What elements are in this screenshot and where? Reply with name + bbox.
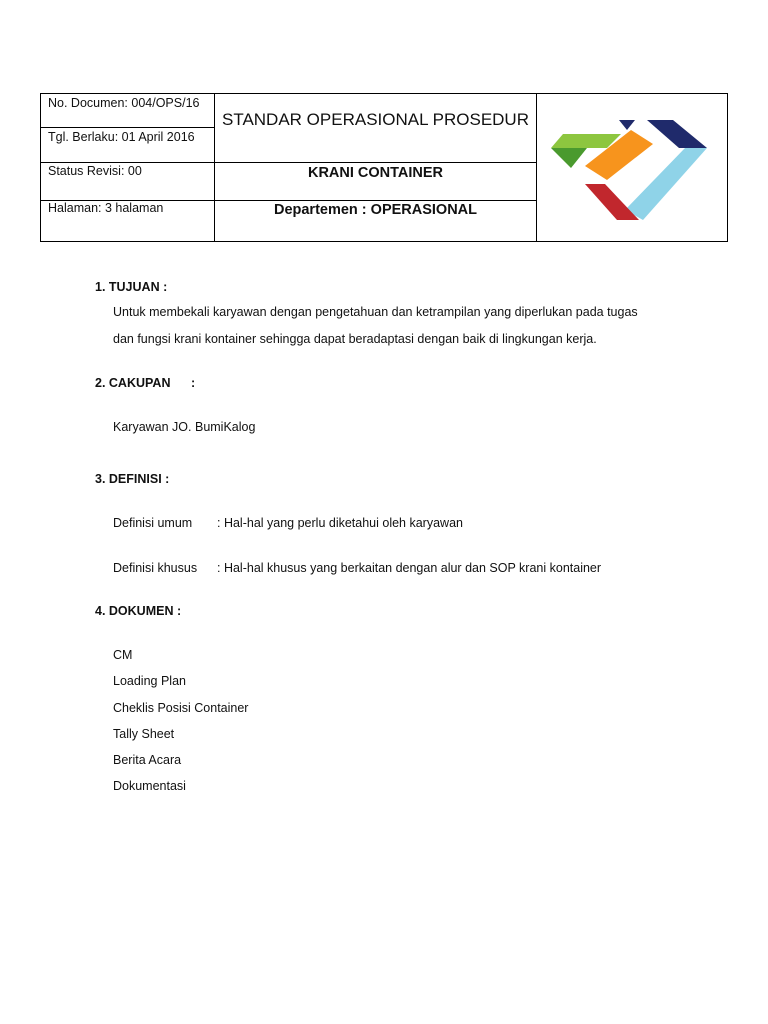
- section-heading-tujuan: 1. TUJUAN :: [95, 280, 168, 294]
- definisi-khusus-label: Definisi khusus: [113, 561, 198, 575]
- tujuan-line-1: Untuk membekali karyawan dengan pengetahuan dan ketrampilan yang diperlukan pada tugas: [113, 305, 638, 319]
- revision-status: Status Revisi: 00: [48, 164, 142, 178]
- list-item: CM: [113, 648, 133, 662]
- department: Departemen : OPERASIONAL: [273, 202, 478, 218]
- definisi-umum-text: : Hal-hal yang perlu diketahui oleh karyawan: [217, 516, 463, 530]
- section-heading-cakupan: 2. CAKUPAN: [95, 376, 171, 390]
- list-item: Berita Acara: [113, 753, 182, 767]
- definisi-khusus-text: : Hal-hal khusus yang berkaitan dengan alur dan SOP krani kontainer: [217, 561, 602, 575]
- section-heading-cakupan-colon: :: [191, 376, 196, 390]
- tujuan-line-2: dan fungsi krani kontainer sehingga dapat beradaptasi dengan baik di lingkungan kerja.: [113, 332, 597, 346]
- page-count: Halaman: 3 halaman: [48, 201, 164, 215]
- doc-number: No. Documen: 004/OPS/16: [48, 96, 200, 110]
- section-heading-definisi: 3. DEFINISI :: [95, 472, 170, 486]
- document-subtitle: KRANI CONTAINER: [307, 165, 444, 181]
- cakupan-text: Karyawan JO. BumiKalog: [113, 420, 256, 434]
- valid-date: Tgl. Berlaku: 01 April 2016: [48, 130, 195, 144]
- list-item: Loading Plan: [113, 674, 186, 688]
- list-item: Cheklis Posisi Container: [113, 701, 249, 715]
- document-title: STANDAR OPERASIONAL PROSEDUR: [221, 110, 529, 129]
- definisi-umum-label: Definisi umum: [113, 516, 193, 530]
- list-item: Dokumentasi: [113, 779, 186, 793]
- section-heading-dokumen: 4. DOKUMEN :: [95, 604, 182, 618]
- list-item: Tally Sheet: [113, 727, 175, 741]
